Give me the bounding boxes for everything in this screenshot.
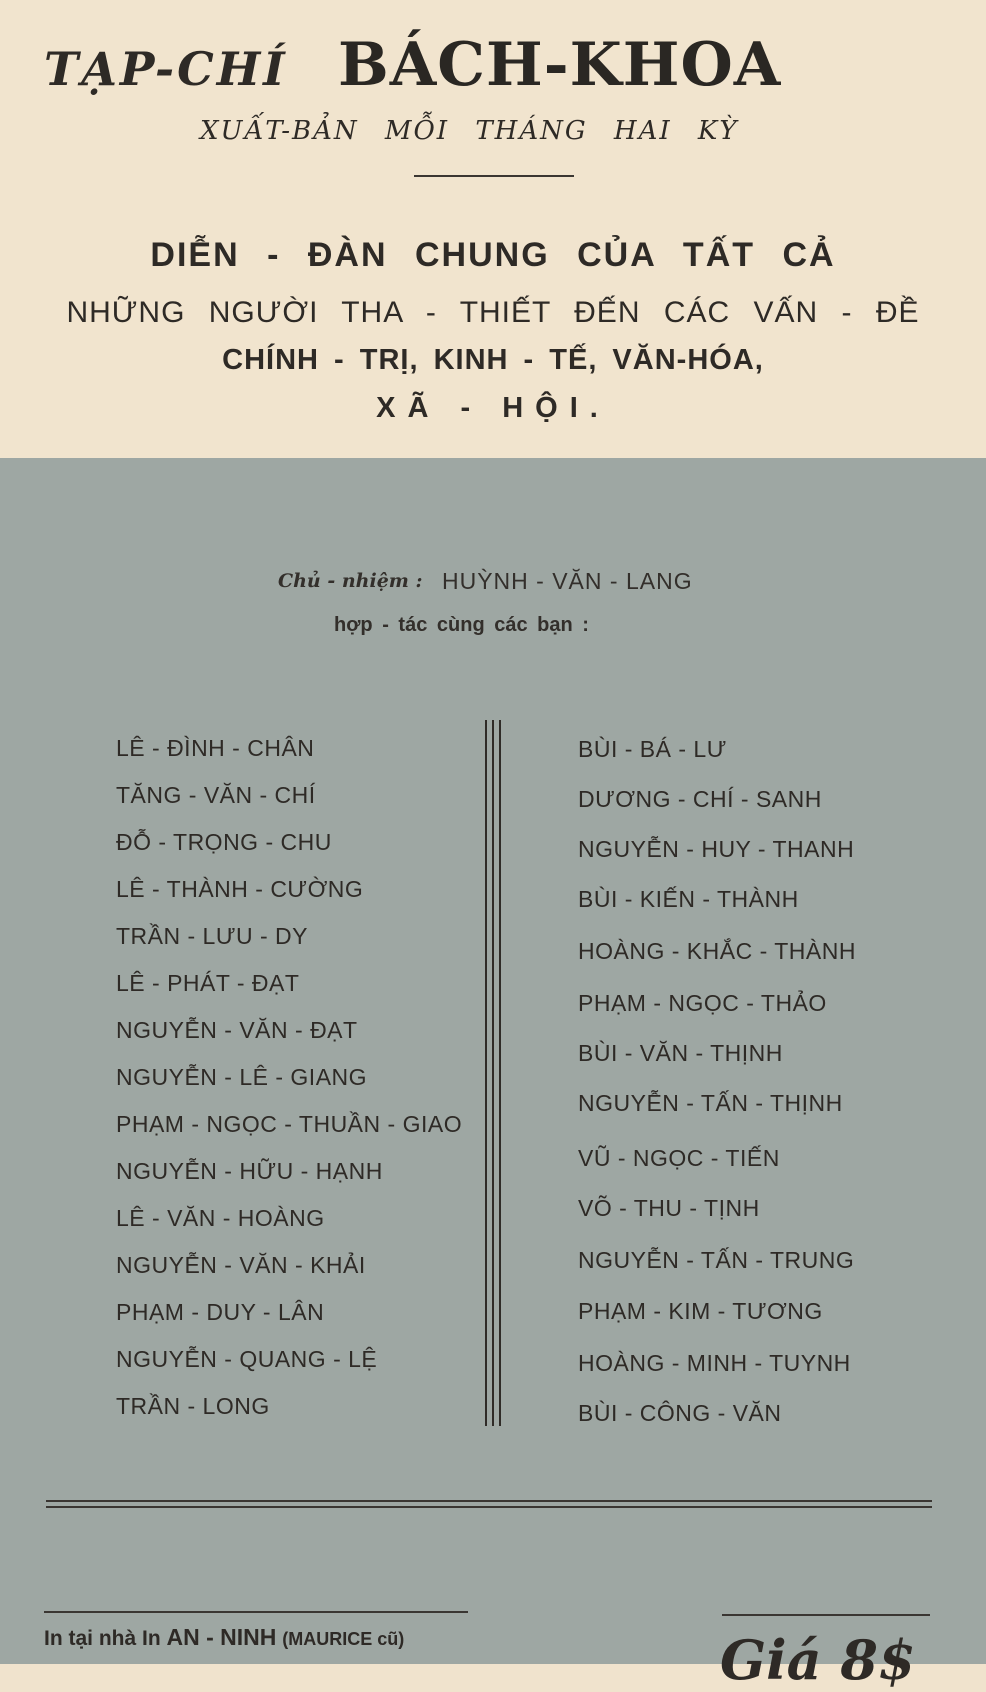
column-divider-line [485,720,487,1426]
printer-rule [44,1611,468,1613]
director-name: HUỲNH - VĂN - LANG [442,568,693,594]
contributor-name: NGUYỄN - VĂN - ĐẠT [116,1017,358,1043]
director-label: Chủ - nhiệm : [278,570,423,592]
contributor-name: TRẦN - LONG [116,1393,270,1419]
contributor-name: NGUYỄN - TẤN - TRUNG [578,1247,855,1273]
contributor-name: NGUYỄN - TẤN - THỊNH [578,1090,843,1116]
contributor-name: PHẠM - NGỌC - THUẦN - GIAO [116,1111,463,1137]
contributor-name: NGUYỄN - VĂN - KHẢI [116,1252,366,1278]
column-divider-line [499,720,501,1426]
collaboration-label: hợp - tác cùng các bạn : [334,614,589,636]
forum-line-2: NHỮNG NGƯỜI THA - THIẾT ĐẾN CÁC VẤN - ĐỀ [66,296,920,329]
contributor-name: BÙI - BÁ - LƯ [578,736,727,762]
column-divider-line [492,720,494,1426]
contributor-name: TĂNG - VĂN - CHÍ [116,782,316,808]
price-rule [722,1614,930,1616]
contributor-name: BÙI - CÔNG - VĂN [578,1400,782,1426]
printer-credit [44,1624,404,1651]
forum-line-3: CHÍNH - TRỊ, KINH - TẾ, VĂN-HÓA, [222,344,764,376]
magazine-title: BÁCH-KHOA [338,30,782,100]
contributor-name: HOÀNG - MINH - TUYNH [578,1350,851,1376]
price-label: Giá 8$ [720,1628,916,1692]
printer-prefix: In tại nhà In [44,1627,161,1650]
publication-frequency: XUẤT-BẢN MỖI THÁNG HAI KỲ [200,116,739,146]
printer-name: AN - NINH [166,1624,277,1650]
contributor-name: NGUYỄN - LÊ - GIANG [116,1064,368,1090]
contributor-name: NGUYỄN - QUANG - LỆ [116,1346,378,1372]
contributor-name: BÙI - VĂN - THỊNH [578,1040,783,1066]
contributor-name: NGUYỄN - HUY - THANH [578,836,855,862]
contributor-name: DƯƠNG - CHÍ - SANH [578,786,822,812]
contributor-name: LÊ - ĐÌNH - CHÂN [116,735,315,761]
forum-line-4: XÃ - HỘI. [376,392,610,424]
contributor-name: BÙI - KIẾN - THÀNH [578,886,799,912]
contributor-name: VÕ - THU - TỊNH [578,1195,760,1221]
contributor-name: PHẠM - NGỌC - THẢO [578,990,827,1016]
contributor-name: NGUYỄN - HỮU - HẠNH [116,1158,383,1184]
contributor-name: PHẠM - DUY - LÂN [116,1299,325,1325]
printer-note: (MAURICE cũ) [282,1629,405,1649]
contributor-name: PHẠM - KIM - TƯƠNG [578,1298,823,1324]
title-divider [414,175,574,177]
contributor-name: ĐỖ - TRỌNG - CHU [116,829,332,855]
contributor-name: LÊ - PHÁT - ĐẠT [116,970,300,996]
contributor-name: LÊ - THÀNH - CƯỜNG [116,876,364,902]
magazine-prefix: TẠP-CHÍ [44,42,288,96]
contributor-name: HOÀNG - KHẮC - THÀNH [578,938,856,964]
contributor-name: VŨ - NGỌC - TIẾN [578,1145,780,1171]
contributor-name: LÊ - VĂN - HOÀNG [116,1205,325,1231]
contributor-name: TRẦN - LƯU - DY [116,923,308,949]
footer-divider-bottom [46,1506,932,1508]
footer-divider-top [46,1500,932,1502]
forum-line-1: DIỄN - ĐÀN CHUNG CỦA TẤT CẢ [150,236,836,274]
